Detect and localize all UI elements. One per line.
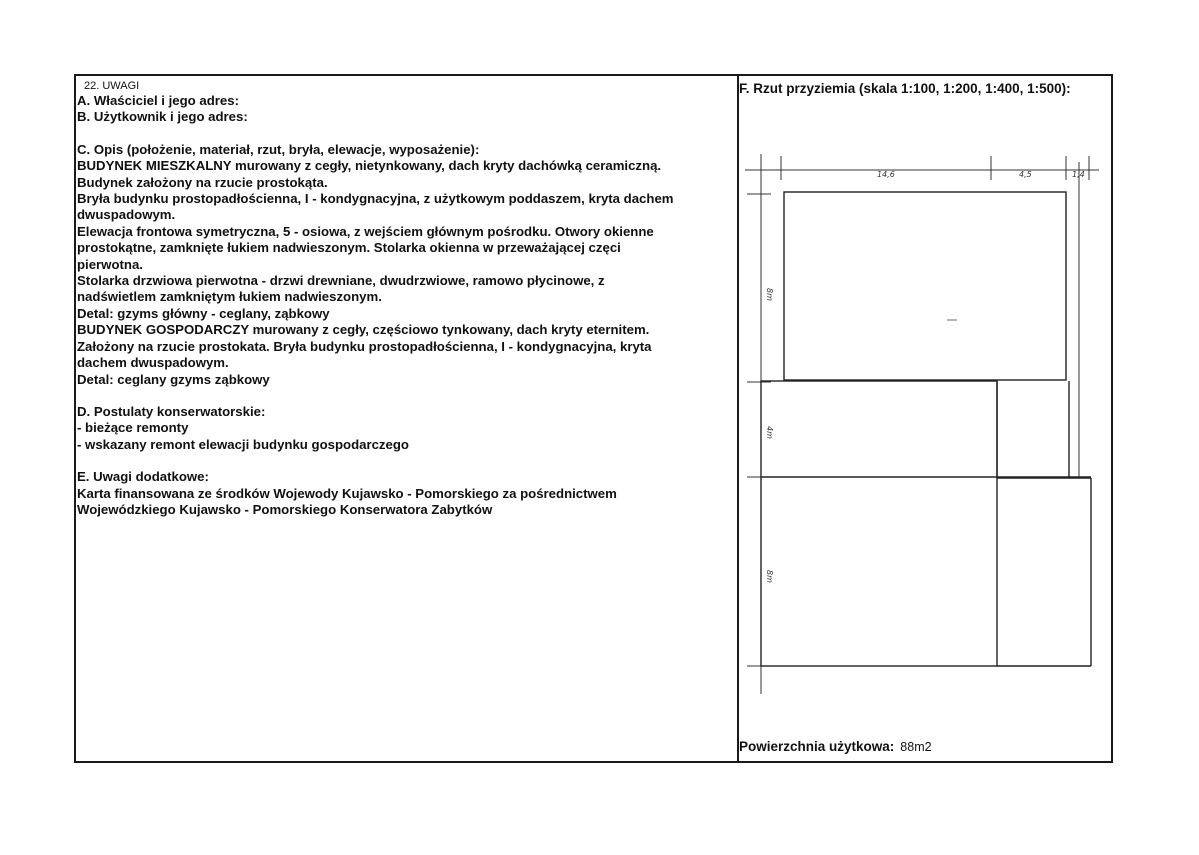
owner-label: A. Właściciel i jego adres: <box>77 93 239 108</box>
usable-area-value: 88m2 <box>900 740 932 754</box>
description-line: Budynek założony na rzucie prostokąta. <box>77 174 328 190</box>
extra-remarks-label: E. Uwagi dodatkowe: <box>77 469 209 485</box>
description-line: pierwotna. <box>77 256 143 272</box>
postulates-label: D. Postulaty konserwatorskie: <box>77 403 266 419</box>
remarks-heading: 22. UWAGI <box>84 80 140 92</box>
ground-plan-sketch <box>739 76 1111 761</box>
spacer <box>76 453 735 469</box>
farm-building-outline <box>761 381 997 666</box>
description-line: Stolarka drzwiowa pierwotna - drzwi drewniane, dwudrzwiowe, ramowo płycinowe, z <box>77 273 605 289</box>
postulate-item: - bieżące remonty <box>77 420 189 436</box>
ground-plan-section <box>739 76 1111 761</box>
dimension-note: 1,4 <box>1072 170 1085 179</box>
description-line: nadświetlem zamkniętym łukiem nadwieszonym. <box>77 289 382 305</box>
spacer <box>76 388 735 404</box>
user-label: B. Użytkownik i jego adres: <box>77 109 248 125</box>
dimension-note: 14,6 <box>877 170 895 179</box>
description-line: dwuspadowym. <box>77 207 176 223</box>
dimension-note: 4,5 <box>1019 170 1032 179</box>
description-line: Założony na rzucie prostokata. Bryła budynku prostopadłościenna, I - kondygnacyjna, kryta <box>77 338 652 354</box>
description-line: BUDYNEK MIESZKALNY murowany z cegły, nietynkowany, dach kryty dachówką ceramiczną. <box>77 158 662 174</box>
spacer <box>76 126 735 142</box>
extra-remarks-line: Wojewódzkiego Kujawsko - Pomorskiego Konserwatora Zabytków <box>77 501 493 517</box>
description-line: prostokątne, zamknięte łukiem nadwieszonym. Stolarka okienna w przeważającej częci <box>77 240 621 256</box>
extra-remarks-line: Karta finansowana ze środków Wojewody Kujawsko - Pomorskiego za pośrednictwem <box>77 485 617 501</box>
remarks-section <box>76 76 735 761</box>
postulate-item: - wskazany remont elewacji budynku gospodarczego <box>77 436 409 452</box>
description-line: Detal: gzyms główny - ceglany, ząbkowy <box>77 305 330 321</box>
description-line: Bryła budynku prostopadłościenna, I - kondygnacyjna, z użytkowym poddaszem, kryta dachem <box>77 191 674 207</box>
residential-building-outline <box>784 192 1066 380</box>
usable-area <box>739 739 932 754</box>
description-line: Elewacja frontowa symetryczna, 5 - osiowa, z wejściem głównym pośrodku. Otwory okienne <box>77 223 654 239</box>
record-card-sheet <box>74 74 1113 763</box>
description-line: BUDYNEK GOSPODARCZY murowany z cegły, częściowo tynkowany, dach kryty eternitem. <box>77 322 650 338</box>
description-line: dachem dwuspadowym. <box>77 355 229 371</box>
usable-area-label: Powierzchnia użytkowa: <box>739 739 895 754</box>
dimension-note: 8m <box>765 288 774 301</box>
dimension-note: 8m <box>765 570 774 583</box>
description-line: Detal: ceglany gzyms ząbkowy <box>77 371 270 387</box>
dimension-note: 4m <box>765 426 774 439</box>
ground-plan-title: F. Rzut przyziemia (skala 1:100, 1:200, 1:400, 1:500): <box>739 81 1071 96</box>
description-label: C. Opis (położenie, materiał, rzut, bryła, elewacje, wyposażenie): <box>77 141 480 157</box>
